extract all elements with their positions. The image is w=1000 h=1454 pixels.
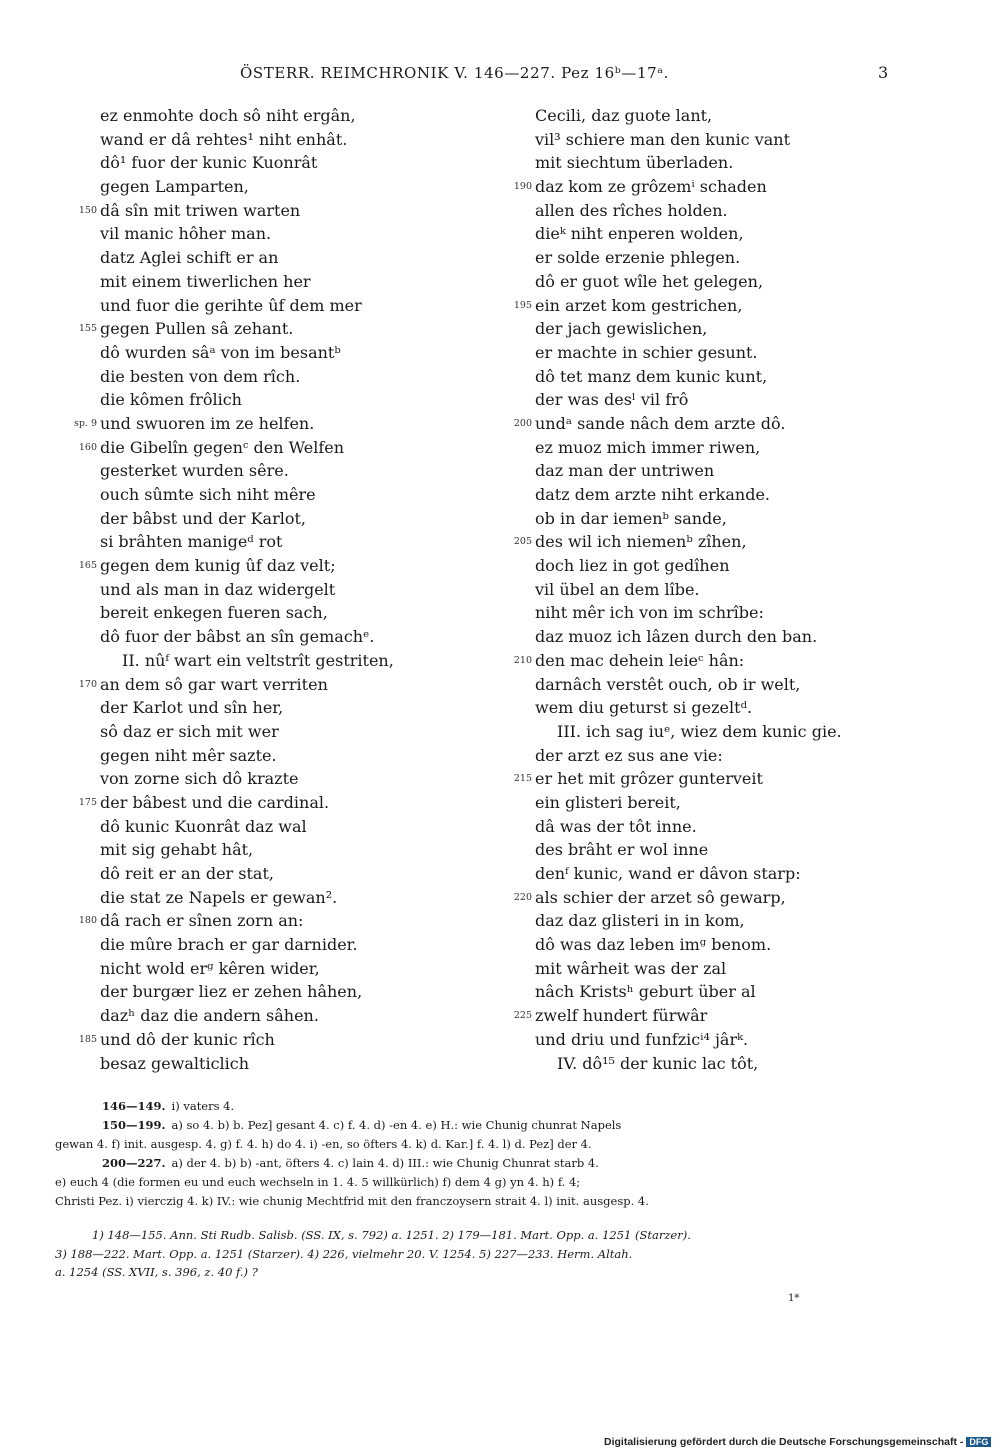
verse-text: dô kunic Kuonrât daz wal	[100, 816, 307, 836]
verse-text: als schier der arzet sô gewarp,	[535, 887, 786, 907]
verse-text: der bâbst und der Karlot,	[100, 508, 306, 528]
verse-line	[490, 270, 910, 294]
verse-text: Cecili, daz guote lant,	[535, 106, 713, 125]
verse-text: und als man in daz widergelt	[100, 579, 336, 599]
verse-text: dieᵏ niht enperen wolden,	[535, 224, 744, 244]
dfg-logo[interactable]: DFG	[966, 1437, 991, 1447]
verse-line	[490, 696, 910, 720]
variant-range: 146—149.	[102, 1099, 166, 1113]
verse-line	[55, 341, 475, 365]
verse-line	[55, 436, 475, 460]
variant-text: Christi Pez. i) vierczig 4. k) IV.: wie chunig Mechtfrid mit den franczoysern strait 4. l) init. ausgesp. 4.	[55, 1194, 649, 1208]
verse-line	[490, 649, 910, 673]
verse-text: doch liez in got gedîhen	[535, 556, 730, 576]
footnote-line: 1) 148—155. Ann. Sti Rudb. Salisb. (SS. IX, s. 792) a. 1251. 2) 179—181. Mart. Opp. a. 1251 (Starzer).	[92, 1228, 691, 1242]
verse-line	[55, 673, 475, 697]
line-number: 210	[513, 654, 532, 666]
verse-text: mit einem tiwerlichen her	[100, 271, 311, 291]
verse-line	[490, 246, 910, 270]
verse-line	[490, 1052, 910, 1076]
verse-line	[55, 104, 475, 128]
verse-text: die Gibelîn gegenᶜ den Welfen	[100, 437, 345, 457]
verse-text: dô er guot wîle het gelegen,	[535, 271, 764, 291]
verse-text: mit wârheit was der zal	[535, 958, 727, 978]
variant-text: a) so 4. b) b. Pez] gesant 4. c) f. 4. d) -en 4. e) H.: wie Chunig chunrat Napels	[171, 1118, 622, 1132]
verse-text: mit siechtum überladen.	[535, 153, 734, 173]
variant-range: 200—227.	[102, 1156, 166, 1170]
verse-line	[55, 128, 475, 152]
verse-line	[490, 128, 910, 152]
verse-text: denᶠ kunic, wand er dâvon starp:	[535, 864, 801, 883]
verse-line	[490, 744, 910, 768]
verse-text: ouch sûmte sich niht mêre	[100, 485, 316, 504]
line-number: 155	[78, 323, 97, 335]
variant-range: 150—199.	[102, 1118, 166, 1132]
verse-text: daz daz glisteri in in kom,	[535, 911, 745, 931]
verse-text: er het mit grôzer gunterveit	[535, 769, 763, 789]
verse-text: niht mêr ich von im schrîbe:	[535, 603, 764, 623]
verse-text: die besten von dem rîch.	[100, 366, 301, 386]
verse-text: allen des rîches holden.	[535, 200, 728, 220]
verse-column-left	[55, 104, 475, 1075]
verse-line	[490, 530, 910, 554]
verse-text: ein glisteri bereit,	[535, 792, 681, 812]
verse-text: daz man der untriwen	[535, 461, 715, 481]
verse-text: nâch Kristsʰ geburt über al	[535, 982, 756, 1002]
verse-text: von zorne sich dô krazte	[100, 769, 299, 789]
verse-text: den mac dehein leieᶜ hân:	[535, 650, 745, 670]
verse-line	[55, 1052, 475, 1076]
verse-text: bereit enkegen fueren sach,	[100, 603, 328, 623]
verse-line	[490, 436, 910, 460]
variant-text: e) euch 4 (die formen eu und euch wechseln in 1. 4. 5 willkürlich) f) dem 4 g) yn 4. h) f. 4;	[55, 1175, 581, 1189]
verse-text: besaz gewalticlich	[100, 1053, 250, 1073]
verse-line	[55, 980, 475, 1004]
verse-line	[55, 222, 475, 246]
verse-line	[55, 294, 475, 318]
line-number: 195	[513, 299, 532, 311]
digitization-credit	[604, 1436, 991, 1448]
verse-text: dô was daz leben imᵍ benom.	[535, 935, 772, 955]
verse-text: gesterket wurden sêre.	[100, 461, 289, 481]
verse-line	[55, 696, 475, 720]
verse-line	[55, 862, 475, 886]
variant-text: gewan 4. f) init. ausgesp. 4. g) f. 4. h) do 4. i) -en, so öfters 4. k) d. Kar.] f. 4. l) d. Pez] der 4.	[55, 1137, 592, 1151]
verse-text: er machte in schier gesunt.	[535, 342, 758, 362]
verse-text: des wil ich niemenᵇ zîhen,	[535, 532, 747, 552]
verse-text: vil³ schiere man den kunic vant	[535, 129, 791, 149]
verse-line	[490, 365, 910, 389]
verse-line	[490, 412, 910, 436]
line-number: 175	[78, 796, 97, 808]
variant-line	[55, 1097, 887, 1116]
verse-text: der arzt ez sus ane vie:	[535, 745, 723, 765]
verse-text: der was desˡ vil frô	[535, 390, 689, 410]
verse-line	[55, 909, 475, 933]
verse-line	[55, 507, 475, 531]
verse-text: dô¹ fuor der kunic Kuonrât	[100, 153, 318, 173]
verse-line	[55, 933, 475, 957]
verse-text: zwelf hundert fürwâr	[535, 1006, 708, 1026]
verse-line	[490, 957, 910, 981]
verse-line	[490, 388, 910, 412]
verse-line	[490, 815, 910, 839]
verse-line	[490, 673, 910, 697]
variant-line	[55, 1116, 887, 1135]
variant-line	[55, 1135, 887, 1154]
line-number: 200	[513, 417, 532, 429]
line-number: 160	[78, 441, 97, 453]
verse-line	[490, 980, 910, 1004]
verse-line	[490, 601, 910, 625]
variant-text: a) der 4. b) b) -ant, öfters 4. c) lain 4. d) III.: wie Chunig Chunrat starb 4.	[171, 1156, 599, 1170]
verse-text: der burgær liez er zehen hâhen,	[100, 982, 363, 1002]
signature-mark: 1*	[788, 1293, 800, 1304]
variant-line	[55, 1173, 887, 1192]
verse-line	[55, 388, 475, 412]
verse-text: dâ sîn mit triwen warten	[100, 200, 301, 220]
verse-column-right	[490, 104, 910, 1075]
verse-text: darnâch verstêt ouch, ob ir welt,	[535, 674, 801, 694]
verse-line	[55, 957, 475, 981]
verse-line	[55, 317, 475, 341]
verse-line	[55, 578, 475, 602]
verse-text: dô reit er an der stat,	[100, 864, 274, 883]
verse-line	[55, 554, 475, 578]
verse-line	[490, 459, 910, 483]
line-number: 215	[513, 773, 532, 785]
page-number: 3	[878, 63, 889, 82]
verse-line	[55, 838, 475, 862]
verse-text: daz kom ze grôzemⁱ schaden	[535, 177, 767, 197]
verse-text: II. nûᶠ wart ein veltstrît gestriten,	[122, 650, 394, 670]
line-number: 190	[513, 181, 532, 193]
verse-text: der bâbest und die cardinal.	[100, 792, 330, 812]
running-header: ÖSTERR. REIMCHRONIK V. 146—227. Pez 16ᵇ—17ᵃ.	[240, 64, 669, 82]
verse-text: dâ was der tôt inne.	[535, 816, 697, 836]
verse-text: der jach gewislichen,	[535, 319, 708, 339]
variant-line	[55, 1154, 887, 1173]
verse-line	[490, 838, 910, 862]
verse-line	[490, 317, 910, 341]
variant-text: i) vaters 4.	[171, 1099, 235, 1113]
verse-line	[490, 791, 910, 815]
verse-text: des brâht er wol inne	[535, 840, 709, 860]
verse-text: und swuoren im ze helfen.	[100, 413, 315, 433]
verse-text: und dô der kunic rîch	[100, 1029, 275, 1049]
verse-line	[490, 151, 910, 175]
verse-text: vil übel an dem lîbe.	[535, 579, 700, 599]
line-number: 205	[513, 536, 532, 548]
verse-text: ez enmohte doch sô niht ergân,	[100, 106, 356, 125]
verse-text: der Karlot und sîn her,	[100, 698, 284, 718]
variants-apparatus	[55, 1097, 887, 1211]
verse-text: dô wurden sâᵃ von im besantᵇ	[100, 342, 341, 362]
verse-text: wem diu geturst si gezeltᵈ.	[535, 698, 753, 718]
line-number: 220	[513, 891, 532, 903]
verse-text: sô daz er sich mit wer	[100, 721, 279, 741]
verse-line	[490, 483, 910, 507]
verse-line	[490, 578, 910, 602]
verse-line	[55, 530, 475, 554]
verse-line	[55, 601, 475, 625]
verse-text: gegen Pullen sâ zehant.	[100, 319, 294, 339]
verse-line	[55, 744, 475, 768]
verse-text: si brâhten manigeᵈ rot	[100, 532, 283, 552]
verse-line	[490, 341, 910, 365]
verse-line	[55, 365, 475, 389]
footnotes	[55, 1226, 887, 1282]
variant-line	[55, 1192, 887, 1211]
verse-text: ez muoz mich immer riwen,	[535, 437, 761, 457]
verse-text: nicht wold erᵍ kêren wider,	[100, 958, 320, 978]
verse-line	[490, 507, 910, 531]
verse-line	[490, 886, 910, 910]
credit-text: Digitalisierung gefördert durch die Deutsche Forschungsgemeinschaft -	[604, 1436, 964, 1448]
verse-line	[490, 175, 910, 199]
verse-text: dâ rach er sînen zorn an:	[100, 911, 304, 931]
verse-text: dô fuor der bâbst an sîn gemachᵉ.	[100, 627, 375, 647]
verse-text: ob in dar iemenᵇ sande,	[535, 508, 727, 528]
verse-line	[55, 767, 475, 791]
verse-line	[55, 886, 475, 910]
verse-text: gegen Lamparten,	[100, 177, 249, 197]
line-number: 225	[513, 1010, 532, 1022]
verse-text: datz Aglei schift er an	[100, 248, 279, 268]
verse-line	[55, 1028, 475, 1052]
verse-line	[490, 294, 910, 318]
footnote-line: a. 1254 (SS. XVII, s. 396, z. 40 f.) ?	[55, 1265, 258, 1279]
verse-text: datz dem arzte niht erkande.	[535, 485, 770, 504]
verse-text: dazʰ daz die andern sâhen.	[100, 1006, 319, 1026]
verse-text: er solde erzenie phlegen.	[535, 248, 741, 268]
verse-line	[490, 1028, 910, 1052]
verse-line	[55, 720, 475, 744]
verse-line	[490, 933, 910, 957]
footnote-line: 3) 188—222. Mart. Opp. a. 1251 (Starzer). 4) 226, vielmehr 20. V. 1254. 5) 227—233. Herm. Altah.	[55, 1246, 633, 1261]
verse-text: vil manic hôher man.	[100, 224, 272, 244]
verse-line	[55, 459, 475, 483]
verse-text: die kômen frôlich	[100, 390, 242, 410]
verse-text: gegen niht mêr sazte.	[100, 745, 277, 765]
line-number: 165	[78, 560, 97, 572]
verse-text: die mûre brach er gar darnider.	[100, 935, 358, 955]
verse-text: gegen dem kunig ûf daz velt;	[100, 556, 336, 576]
verse-line	[55, 199, 475, 223]
verse-line	[55, 270, 475, 294]
verse-line	[490, 222, 910, 246]
verse-line	[55, 175, 475, 199]
verse-text: und driu und funfzicⁱ⁴ jârᵏ.	[535, 1029, 749, 1049]
verse-text: ein arzet kom gestrichen,	[535, 295, 743, 315]
verse-line	[55, 483, 475, 507]
verse-text: an dem sô gar wart verriten	[100, 674, 328, 694]
verse-line	[490, 862, 910, 886]
line-number: 170	[78, 678, 97, 690]
verse-text: wand er dâ rehtes¹ niht enhât.	[100, 129, 348, 149]
verse-line	[490, 767, 910, 791]
line-number: 185	[78, 1033, 97, 1045]
verse-line	[490, 1004, 910, 1028]
verse-line	[55, 412, 475, 436]
verse-line	[55, 625, 475, 649]
verse-line	[490, 554, 910, 578]
verse-text: und fuor die gerihte ûf dem mer	[100, 295, 362, 315]
line-number: 180	[78, 915, 97, 927]
verse-line	[55, 815, 475, 839]
verse-line	[490, 720, 910, 744]
verse-text: IV. dô¹⁵ der kunic lac tôt,	[557, 1053, 759, 1073]
verse-text: die stat ze Napels er gewan².	[100, 887, 338, 907]
verse-text: III. ich sag iuᵉ, wiez dem kunic gie.	[557, 721, 842, 741]
verse-line	[490, 625, 910, 649]
verse-text: daz muoz ich lâzen durch den ban.	[535, 627, 818, 647]
verse-line	[55, 649, 475, 673]
verse-line	[55, 791, 475, 815]
verse-line	[490, 909, 910, 933]
verse-text: mit sig gehabt hât,	[100, 840, 254, 860]
line-number: sp. 9	[73, 417, 97, 429]
verse-line	[55, 151, 475, 175]
line-number: 150	[78, 204, 97, 216]
verse-text: dô tet manz dem kunic kunt,	[535, 366, 768, 386]
verse-line	[55, 246, 475, 270]
verse-line	[55, 1004, 475, 1028]
verse-text: undᵃ sande nâch dem arzte dô.	[535, 413, 786, 433]
verse-line	[490, 104, 910, 128]
verse-line	[490, 199, 910, 223]
